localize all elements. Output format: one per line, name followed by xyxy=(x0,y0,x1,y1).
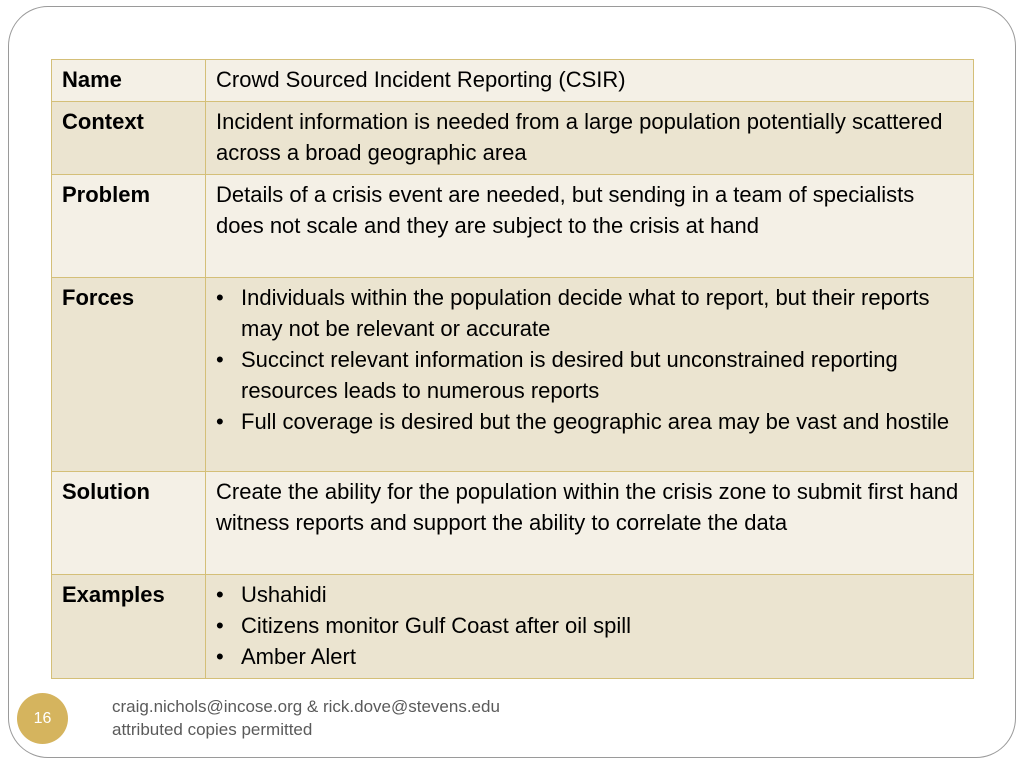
row-value-cell xyxy=(206,278,974,472)
row-value: Incident information is needed from a large population potentially scattered across a broad geographic area xyxy=(216,109,943,165)
row-value-cell xyxy=(206,175,974,278)
table-row-solution xyxy=(52,472,974,575)
list-item: • Amber Alert xyxy=(216,641,963,672)
row-value-cell xyxy=(206,102,974,175)
list-item: • Citizens monitor Gulf Coast after oil spill xyxy=(216,610,963,641)
list-item: • Individuals within the population decide what to report, but their reports may not be relevant or accurate xyxy=(216,282,963,344)
examples-list xyxy=(216,579,963,672)
table-row-forces xyxy=(52,278,974,472)
table-row-context xyxy=(52,102,974,175)
row-label: Context xyxy=(62,109,144,134)
row-label-cell xyxy=(52,60,206,102)
row-label-cell xyxy=(52,175,206,278)
row-label: Name xyxy=(62,67,122,92)
row-label: Forces xyxy=(62,285,135,310)
list-item: • Succinct relevant information is desired but unconstrained reporting resources leads to numerous reports xyxy=(216,344,963,406)
row-value: Create the ability for the population within the crisis zone to submit first hand witness reports and support the ability to correlate the data xyxy=(216,479,959,535)
row-value-cell xyxy=(206,60,974,102)
table-row-problem xyxy=(52,175,974,278)
row-value: Details of a crisis event are needed, but sending in a team of specialists does not scale and they are subject to the crisis at hand xyxy=(216,182,915,238)
row-value-cell xyxy=(206,472,974,575)
list-item: • Ushahidi xyxy=(216,579,963,610)
row-label: Solution xyxy=(62,479,150,504)
row-label-cell xyxy=(52,575,206,679)
list-item: • Full coverage is desired but the geographic area may be vast and hostile xyxy=(216,406,963,437)
row-label-cell xyxy=(52,278,206,472)
row-label-cell xyxy=(52,472,206,575)
row-label: Examples xyxy=(62,582,165,607)
row-value: Crowd Sourced Incident Reporting (CSIR) xyxy=(216,67,626,92)
table-row-name xyxy=(52,60,974,102)
footer-credits xyxy=(112,695,500,741)
page-number-badge: 16 xyxy=(17,693,68,744)
row-value-cell xyxy=(206,575,974,679)
row-label-cell xyxy=(52,102,206,175)
row-label: Problem xyxy=(62,182,151,207)
footer-copyright-line: attributed copies permitted xyxy=(112,720,313,739)
forces-list xyxy=(216,282,963,437)
footer-contact-line: craig.nichols@incose.org & rick.dove@stevens.edu xyxy=(112,697,500,716)
pattern-table xyxy=(51,59,974,679)
table-row-examples xyxy=(52,575,974,679)
